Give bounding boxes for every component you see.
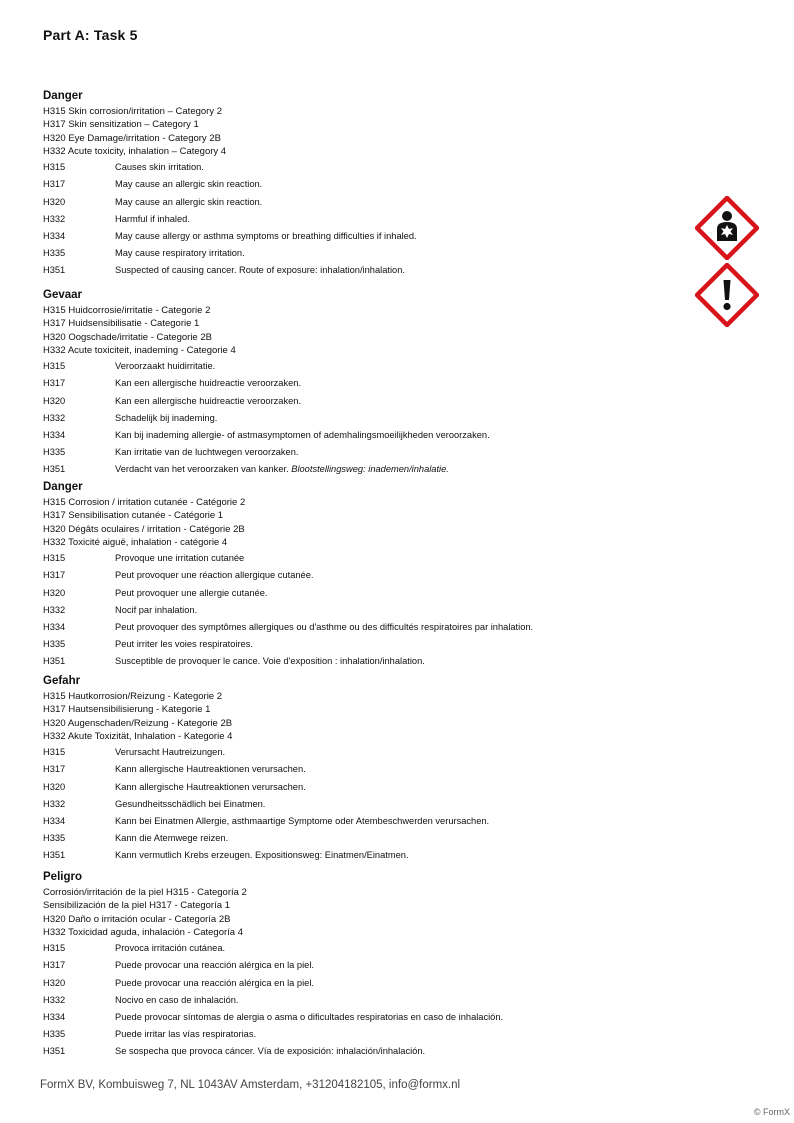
hazard-code: H351 — [43, 464, 66, 475]
hazard-text-main: Kann vermutlich Krebs erzeugen. Expositionsweg: Einatmen/Einatmen. — [115, 850, 409, 861]
hazard-text-main: Kann bei Einatmen Allergie, asthmaartige Symptome oder Atembeschwerden verursachen. — [115, 815, 490, 826]
hazard-text — [115, 230, 417, 247]
classification-list — [43, 690, 683, 743]
hazard-text — [115, 446, 298, 463]
hazard-code: H315 — [43, 943, 66, 954]
hazard-text-main: Peut provoquer des symptômes allergiques ou d'asthme ou des difficultés respiratoires par inhalation. — [115, 621, 534, 632]
hazard-code: H334 — [43, 429, 66, 440]
hazard-statement-row — [43, 429, 683, 446]
hazard-statement-row — [43, 994, 683, 1011]
signal-word: Danger — [43, 90, 83, 102]
hazard-code: H320 — [43, 196, 66, 207]
hazard-text — [115, 360, 215, 377]
hazard-statement-row — [43, 746, 683, 763]
classification-line: H317 Sensibilisation cutanée - Catégorie 1 — [43, 510, 224, 522]
hazard-code: H334 — [43, 230, 66, 241]
hazard-text-main: Susceptible de provoquer le cance. Voie d'exposition : inhalation/inhalation. — [115, 656, 425, 667]
hazard-text — [115, 161, 204, 178]
hazard-text-main: Harmful if inhaled. — [115, 213, 190, 224]
classification-line: H332 Akute Toxizität, Inhalation - Kategorie 4 — [43, 730, 233, 742]
company-footer: FormX BV, Kombuisweg 7, NL 1043AV Amsterdam, +31204182105, info@formx.nl — [40, 1079, 461, 1091]
hazard-text — [115, 213, 190, 230]
hazard-text — [115, 977, 314, 994]
copyright-notice: © FormX — [753, 1107, 790, 1117]
hazard-code: H351 — [43, 850, 66, 861]
classification-list — [43, 105, 683, 158]
hazard-text — [115, 849, 409, 866]
hazard-code: H335 — [43, 639, 66, 650]
hazard-text — [115, 264, 405, 281]
hazard-statement-row — [43, 412, 683, 429]
hazard-text-main: May cause an allergic skin reaction. — [115, 196, 263, 207]
hazard-text-main: Kann allergische Hautreaktionen verursachen. — [115, 781, 306, 792]
hazard-text-main: Puede provocar una reacción alérgica en la piel. — [115, 960, 314, 971]
hazard-statement-row — [43, 655, 683, 672]
classification-line: H320 Augenschaden/Reizung - Kategorie 2B — [43, 717, 233, 729]
hazard-text-main: Kann die Atemwege reizen. — [115, 833, 229, 844]
hazard-section — [43, 480, 683, 673]
hazard-statement-row — [43, 638, 683, 655]
hazard-code: H351 — [43, 265, 66, 276]
hazard-statement-row — [43, 604, 683, 621]
hazard-text-main: Peut provoquer une réaction allergique cutanée. — [115, 570, 314, 581]
hazard-text — [115, 781, 306, 798]
classification-list — [43, 496, 683, 549]
classification-line: H315 Skin corrosion/irritation – Category 2 — [43, 106, 223, 117]
hazard-text — [115, 395, 301, 412]
exclamation-mark-icon — [695, 263, 759, 327]
hazard-text — [115, 178, 262, 195]
hazard-section — [43, 870, 683, 1063]
hazard-statement-row — [43, 1011, 683, 1028]
hazard-code: H351 — [43, 656, 66, 667]
hazard-text-main: Verdacht van het veroorzaken van kanker. — [115, 464, 289, 475]
hazard-text-main: Causes skin irritation. — [115, 162, 204, 173]
signal-word: Danger — [43, 481, 83, 493]
classification-line: Corrosión/irritación de la piel H315 - Categoría 2 — [43, 887, 247, 898]
hazard-text-main: Puede provocar síntomas de alergia o asma o dificultades respiratorias en caso de inhalación. — [115, 1011, 504, 1022]
hazard-statement-row — [43, 463, 683, 480]
hazard-text-main: Puede provocar una reacción alérgica en la piel. — [115, 977, 314, 988]
hazard-text — [115, 763, 306, 780]
hazard-text — [115, 569, 313, 586]
classification-line: H315 Huidcorrosie/irritatie - Categorie 2 — [43, 305, 211, 316]
hazard-statement-row — [43, 977, 683, 994]
hazard-text — [115, 655, 425, 672]
hazard-text-main: Peut provoquer une allergie cutanée. — [115, 587, 268, 598]
classification-list — [43, 886, 683, 939]
hazard-text — [115, 746, 225, 763]
hazard-text-main: May cause allergy or asthma symptoms or breathing difficulties if inhaled. — [115, 230, 417, 241]
hazard-text-main: Gesundheitsschädlich bei Einatmen. — [115, 798, 266, 809]
hazard-text-main: Kann allergische Hautreaktionen verursachen. — [115, 764, 306, 775]
hazard-statement-row — [43, 1028, 683, 1045]
classification-line: H332 Toxicité aiguë, inhalation - catégorie 4 — [43, 536, 228, 548]
classification-line: Sensibilización de la piel H317 - Categoría 1 — [43, 900, 230, 912]
hazard-text — [115, 621, 533, 638]
hazard-code: H317 — [43, 378, 66, 389]
hazard-code: H317 — [43, 764, 66, 775]
hazard-code: H317 — [43, 570, 66, 581]
hazard-text-main: Kan een allergische huidreactie veroorzaken. — [115, 395, 302, 406]
hazard-code: H320 — [43, 977, 66, 988]
hazard-text-main: May cause an allergic skin reaction. — [115, 179, 263, 190]
hazard-code: H315 — [43, 747, 66, 758]
hazard-statement-row — [43, 781, 683, 798]
hazard-statement-row — [43, 942, 683, 959]
classification-line: H320 Oogschade/irritatie - Categorie 2B — [43, 331, 212, 343]
hazard-text — [115, 587, 267, 604]
hazard-code: H317 — [43, 179, 66, 190]
signal-word: Gefahr — [43, 675, 81, 687]
hazard-text-main: Kan bij inademing allergie- of astmasymptomen of ademhalingsmoeilijkheden veroorzaken. — [115, 429, 490, 440]
classification-line: H332 Toxicidad aguda, inhalación - Categoría 4 — [43, 926, 243, 938]
hazard-text-main: Puede irritar las vías respiratorias. — [115, 1029, 257, 1040]
hazard-code: H334 — [43, 815, 66, 826]
hazard-code: H334 — [43, 621, 66, 632]
hazard-text — [115, 832, 228, 849]
hazard-code: H332 — [43, 994, 66, 1005]
hazard-statement-row — [43, 360, 683, 377]
hazard-code: H320 — [43, 587, 66, 598]
hazard-code: H334 — [43, 1011, 66, 1022]
hazard-text — [115, 798, 265, 815]
hazard-statement-row — [43, 196, 683, 213]
hazard-text — [115, 1011, 503, 1028]
hazard-statement-row — [43, 1045, 683, 1062]
hazard-code: H315 — [43, 162, 66, 173]
hazard-statement-row — [43, 815, 683, 832]
hazard-text — [115, 463, 449, 480]
hazard-code: H335 — [43, 447, 66, 458]
hazard-statement-row — [43, 264, 683, 281]
hazard-text-main: Kan irritatie van de luchtwegen veroorzaken. — [115, 447, 299, 458]
hazard-text — [115, 377, 301, 394]
hazard-code: H335 — [43, 248, 66, 259]
hazard-text-main: Verursacht Hautreizungen. — [115, 747, 226, 758]
classification-line: H317 Huidsensibilisatie - Categorie 1 — [43, 318, 200, 330]
hazard-text — [115, 638, 253, 655]
hazard-text — [115, 196, 262, 213]
hazard-text — [115, 429, 490, 446]
hazard-statement-row — [43, 849, 683, 866]
classification-list — [43, 304, 683, 357]
health-hazard-icon — [695, 196, 759, 260]
classification-line: H315 Corrosion / irritation cutanée - Catégorie 2 — [43, 497, 246, 508]
hazard-text — [115, 552, 244, 569]
hazard-text-main: Provoque une irritation cutanée — [115, 553, 245, 564]
hazard-text-main: Schadelijk bij inademing. — [115, 412, 218, 423]
hazard-statement-row — [43, 763, 683, 780]
hazard-statement-row — [43, 247, 683, 264]
classification-line: H317 Hautsensibilisierung - Kategorie 1 — [43, 704, 211, 716]
hazard-statement-row — [43, 959, 683, 976]
classification-line: H332 Acute toxicity, inhalation – Category 4 — [43, 145, 227, 157]
hazard-code: H315 — [43, 361, 66, 372]
hazard-text-main: May cause respiratory irritation. — [115, 248, 245, 259]
hazard-text — [115, 959, 314, 976]
hazard-code: H351 — [43, 1046, 66, 1057]
page-title: Part A: Task 5 — [43, 27, 138, 43]
hazard-text — [115, 942, 225, 959]
hazard-text — [115, 815, 489, 832]
hazard-text — [115, 1045, 425, 1062]
hazard-text — [115, 994, 239, 1011]
classification-line: H317 Skin sensitization – Category 1 — [43, 119, 199, 131]
hazard-code: H315 — [43, 553, 66, 564]
classification-line: H315 Hautkorrosion/Reizung - Kategorie 2 — [43, 691, 223, 702]
hazard-text-main: Nocivo en caso de inhalación. — [115, 994, 239, 1005]
hazard-text-main: Se sospecha que provoca cáncer. Vía de exposición: inhalación/inhalación. — [115, 1046, 426, 1057]
hazard-statement-row — [43, 230, 683, 247]
hazard-text — [115, 412, 217, 429]
hazard-statement-row — [43, 569, 683, 586]
ghs-pictograms — [695, 196, 759, 330]
classification-line: H332 Acute toxiciteit, inademing - Categorie 4 — [43, 344, 236, 356]
signal-word: Gevaar — [43, 289, 83, 301]
hazard-statement-row — [43, 832, 683, 849]
hazard-code: H332 — [43, 798, 66, 809]
hazard-text-exposure: Blootstellingsweg: inademen/inhalatie. — [291, 464, 449, 475]
hazard-statement-row — [43, 446, 683, 463]
hazard-statement-row — [43, 798, 683, 815]
hazard-statement-row — [43, 178, 683, 195]
hazard-code: H335 — [43, 1029, 66, 1040]
hazard-text — [115, 1028, 256, 1045]
classification-line: H320 Daño o irritación ocular - Categoría 2B — [43, 913, 231, 925]
hazard-text — [115, 604, 197, 621]
hazard-text-main: Suspected of causing cancer. Route of exposure: inhalation/inhalation. — [115, 265, 405, 276]
hazard-section — [43, 89, 683, 282]
hazard-text-main: Provoca irritación cutánea. — [115, 943, 226, 954]
hazard-text-main: Veroorzaakt huidirritatie. — [115, 361, 216, 372]
hazard-statement-row — [43, 395, 683, 412]
classification-line: H320 Dégâts oculaires / irritation - Catégorie 2B — [43, 523, 245, 535]
hazard-code: H332 — [43, 213, 66, 224]
hazard-text — [115, 247, 245, 264]
hazard-code: H332 — [43, 604, 66, 615]
hazard-code: H317 — [43, 960, 66, 971]
hazard-statement-row — [43, 552, 683, 569]
classification-line: H320 Eye Damage/irritation - Category 2B — [43, 132, 221, 144]
hazard-text-main: Nocif par inhalation. — [115, 604, 198, 615]
hazard-text-main: Peut irriter les voies respiratoires. — [115, 639, 253, 650]
hazard-section — [43, 288, 683, 481]
hazard-section — [43, 674, 683, 867]
hazard-code: H332 — [43, 412, 66, 423]
signal-word: Peligro — [43, 871, 82, 883]
hazard-statement-row — [43, 587, 683, 604]
hazard-text-main: Kan een allergische huidreactie veroorzaken. — [115, 378, 302, 389]
hazard-code: H320 — [43, 395, 66, 406]
hazard-statement-row — [43, 213, 683, 230]
hazard-statement-row — [43, 621, 683, 638]
hazard-statement-row — [43, 161, 683, 178]
hazard-code: H320 — [43, 781, 66, 792]
hazard-statement-row — [43, 377, 683, 394]
hazard-code: H335 — [43, 833, 66, 844]
